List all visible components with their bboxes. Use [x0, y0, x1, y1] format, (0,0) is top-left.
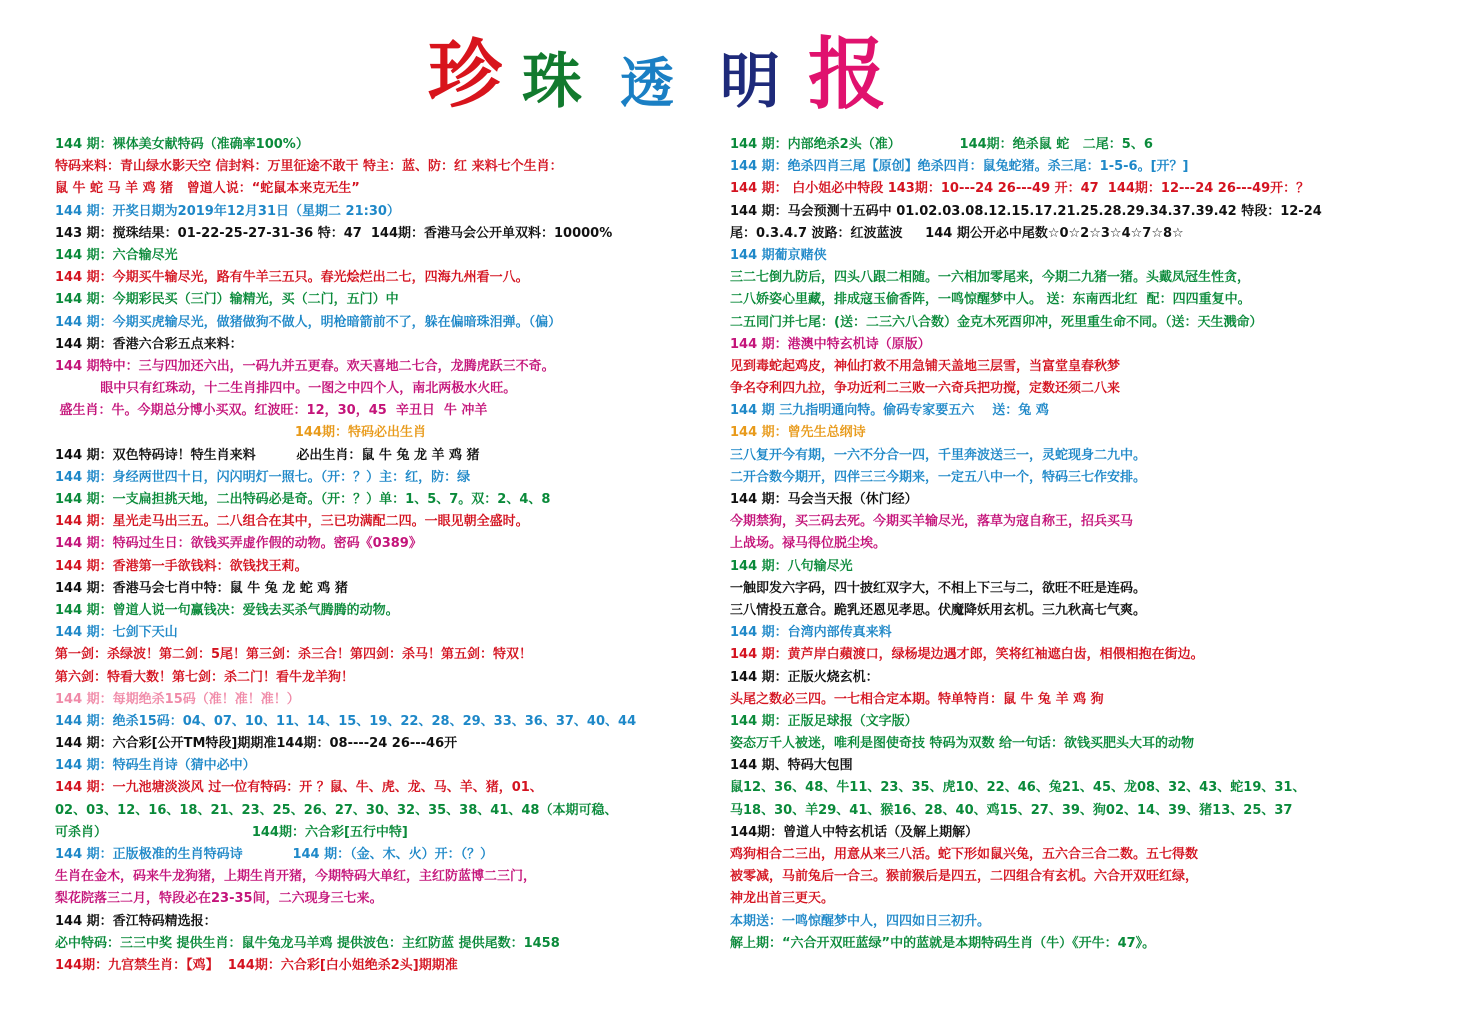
- text-line: 第六剑：特看大数！第七剑：杀二门！看牛龙羊狗！: [55, 669, 355, 685]
- title-char: 珠: [522, 47, 582, 117]
- text-line: 马18、30、羊29、41、猴16、28、40、鸡15、27、39、狗02、14、39、猪13、25、37: [730, 802, 1293, 818]
- text-line: 144 期：曾道人说一句赢钱决：爱钱去买杀气腾腾的动物。: [55, 602, 399, 618]
- text-line: 144 期：香港第一手欲钱料：欲钱找王莉。: [55, 558, 308, 574]
- text-line: 盛生肖：牛。今期总分博小买双。红波旺：12，30，45 辛丑日 牛 冲羊: [55, 403, 488, 419]
- text-line: 144期：特码必出生肖: [55, 425, 427, 441]
- text-line: 143 期：搅珠结果：01-22-25-27-31-36 特：47 144期：香港马会公开单双料：10000%: [55, 225, 613, 241]
- text-line: 鼠12、36、48、牛11、23、35、虎10、22、46、兔21、45、龙08、32、43、蛇19、31、: [730, 780, 1306, 796]
- text-line: 144 期：七剑下天山: [55, 625, 178, 641]
- title-char: 报: [808, 29, 887, 120]
- text-line: 144 期特中：三与四加还六出，一码九并五更春。欢天喜地二七合，龙腾虎跃三不奇。: [55, 358, 555, 374]
- text-line: 144 期：今期买牛输尽光，路有牛羊三五只。春光烩烂出二七，四海九州看一八。: [55, 270, 529, 286]
- text-line: 二五同门并七尾：(送：二三六八合数）金克木死酉卯冲，死里重生命不同。（送：天生溅命）: [730, 314, 1263, 330]
- text-line: 144 期：港澳中特玄机诗（原版）: [730, 336, 931, 352]
- text-line: 144 期：六合彩[公开TM特段]期期准144期：08----24 26---46开: [55, 736, 458, 752]
- text-line: 144 期：身经两世四十日，闪闪明灯一照七。（开：？）主：红，防：绿: [55, 469, 471, 485]
- text-line: 144 期：每期绝杀15码（准！准！准！）: [55, 691, 300, 707]
- text-line: 上战场。禄马得位脱尘埃。: [730, 536, 887, 552]
- text-line: 必中特码：三三中奖 提供生肖：鼠牛兔龙马羊鸡 提供波色：主红防蓝 提供尾数：1458: [55, 935, 560, 951]
- text-line: 144 期：正版极准的生肖特码诗 144 期：（金、木、火）开：（？）: [55, 847, 494, 862]
- text-line: 144 期：正版足球报（文字版）: [730, 713, 918, 729]
- text-line: 144 期：裸体美女献特码（准确率100%）: [55, 137, 309, 152]
- text-line: 144期：九宫禁生肖：【鸡】 144期：六合彩[白小姐绝杀2头]期期准: [55, 957, 458, 973]
- text-line: 144 期：双色特码诗！特生肖来料 必出生肖：鼠 牛 兔 龙 羊 鸡 猪: [55, 447, 480, 463]
- text-line: 三八情投五意合。跪乳还恩见孝思。伏魔降妖用玄机。三九秋高七气爽。: [730, 602, 1147, 618]
- text-line: 144期：曾道人中特玄机话（及解上期解）: [730, 824, 979, 840]
- text-line: 争名夺利四九拉，争功近利二三败一六奇兵把功搅，定数还须二八来: [730, 381, 1121, 397]
- text-line: 144 期：内部绝杀2头（准） 144期：绝杀鼠 蛇 二尾：5、6: [730, 137, 1153, 152]
- page-title: [0, 30, 1457, 130]
- text-line: 本期送：一鸣惊醒梦中人，四四如日三初升。: [730, 913, 991, 929]
- text-line: 144 期：台湾内部传真来料: [730, 625, 892, 641]
- text-line: 二开合数今期开，四伴三三今期来，一定五八中一个，特码三七作安排。: [730, 469, 1147, 485]
- text-line: 144 期：正版火烧玄机：: [730, 669, 879, 685]
- text-line: 姿态万千人被迷，唯利是图使奇技 特码为双数 给一句话：欲钱买肥头大耳的动物: [730, 736, 1195, 752]
- text-line: 鼠 牛 蛇 马 羊 鸡 猪 曾道人说：“蛇鼠本来克无生”: [55, 181, 360, 197]
- text-line: 144 期：今期买虎输尽光，做猪做狗不做人，明枪暗箭前不了，躲在偏暗珠泪弹。（偏）: [55, 314, 562, 330]
- text-line: 144 期：一九池塘淡淡风 过一位有特码：开 ？鼠、牛、虎、龙、马、羊、猪，01、: [55, 780, 543, 796]
- text-line: 144 期：六合输尽光: [55, 247, 178, 263]
- text-line: 144 期 三九指明通向特。偷码专家要五六 送：兔 鸡: [730, 403, 1049, 419]
- text-line: 三二七倒九防后，四头八跟二相随。一六相加零尾来，今期二九猪一猪。头戴凤冠生性贪，: [730, 270, 1251, 286]
- text-line: 今期禁狗，买三码去死。今期买羊输尽光，落草为寇自称王，招兵买马: [730, 514, 1134, 530]
- text-line: 144 期：八句输尽光: [730, 558, 853, 574]
- text-line: 144 期： 白小姐必中特段 143期：10---24 26---49 开：47 144期：12---24 26---49开：？: [730, 181, 1310, 197]
- text-line: 144 期：黄芦岸白蘋渡口，绿杨堤边遇才郎，笑将红袖遮白齿，相偎相抱在街边。: [730, 647, 1204, 663]
- text-line: 特码来料：青山绿水影天空 信封料：万里征途不敢干 特主：蓝、防：红 来料七个生肖：: [55, 159, 563, 175]
- text-line: 02、03、12、16、18、21、23、25、26、27、30、32、35、38、41、48（本期可稳、: [55, 802, 618, 818]
- title-char: 透: [620, 51, 674, 115]
- text-line: 144 期：开奖日期为2019年12月31日（星期二 21:30）: [55, 203, 400, 219]
- text-line: 梨花院落三二月，特段必在23-35间，二六现身三七来。: [55, 891, 383, 907]
- text-line: 144 期：今期彩民买（三门）输精光，买（二门，五门）中: [55, 292, 399, 308]
- text-line: 尾：0.3.4.7 波路：红波蓝波 144 期公开必中尾数☆0☆2☆3☆4☆7☆8☆: [730, 225, 1184, 241]
- text-line: 144 期：香江特码精选报：: [55, 913, 217, 929]
- text-line: 144 期：绝杀15码：04、07、10、11、14、15、19、22、28、29、33、36、37、40、44: [55, 713, 637, 729]
- text-line: 144 期：香港马会七肖中特：鼠 牛 兔 龙 蛇 鸡 猪: [55, 580, 348, 596]
- text-line: 144 期：马会预测十五码中 01.02.03.08.12.15.17.21.25.28.29.34.37.39.42 特段：12-24: [730, 203, 1322, 219]
- text-line: 三八复开今有期，一六不分合一四，千里奔波送三一，灵蛇现身二九中。: [730, 447, 1147, 463]
- text-line: 鸡狗相合二三出，用意从来三八活。蛇下形如鼠兴兔，五六合三合二数。五七得数: [730, 847, 1199, 862]
- text-line: 神龙出首三更天。: [730, 891, 835, 907]
- title-char: 明: [720, 47, 780, 117]
- text-line: 144 期：特码生肖诗（猜中必中）: [55, 758, 256, 774]
- left-column: [55, 134, 720, 977]
- text-line: 144 期：绝杀四肖三尾【原创】绝杀四肖：鼠兔蛇猪。杀三尾：1-5-6。[开？]: [730, 159, 1189, 175]
- text-line: 144 期葡京赌侠: [730, 247, 827, 263]
- text-line: 解上期：“六合开双旺蓝绿”中的蓝就是本期特码生肖（牛）《开牛：47》。: [730, 935, 1156, 951]
- text-line: 二八娇姿心里藏，排成寇玉偷香阵，一鸣惊醒梦中人。 送：东南西北红 配：四四重复中。: [730, 292, 1251, 308]
- text-line: 被零减，马前兔后一合三。猴前猴后是四五，二四组合有玄机。六合开双旺红绿，: [730, 869, 1199, 885]
- text-line: 眼中只有红珠动，十二生肖排四中。一图之中四个人，南北两极水火旺。: [55, 381, 517, 397]
- text-line: 一触即发六字码，四十披红双字大，不相上下三与二，欲旺不旺是连码。: [730, 580, 1147, 596]
- text-line: 144 期：曾先生总纲诗: [730, 425, 866, 441]
- text-line: 生肖在金木，码来牛龙狗猪，上期生肖开猪，今期特码大单红，主红防蓝博二三门，: [55, 869, 537, 885]
- text-line: 144 期：星光走马出三五。二八组合在其中，三已功满配二四。一眼见朝全盛时。: [55, 514, 529, 530]
- text-line: 可杀肖） 144期：六合彩[五行中特]: [55, 824, 408, 840]
- right-column: [730, 134, 1420, 955]
- text-line: 144 期：马会当天报（休门经）: [730, 492, 918, 507]
- text-line: 144 期：特码过生日：欲钱买弄虚作假的动物。密码《0389》: [55, 536, 422, 552]
- text-line: 144 期、特码大包围: [730, 758, 853, 774]
- text-line: 第一剑：杀绿波！第二剑：5尾！第三剑：杀三合！第四剑：杀马！第五剑：特双！: [55, 647, 533, 663]
- text-line: 144 期：一支扁担挑天地，二出特码必是奇。（开：？）单：1、5、7。双：2、4、8: [55, 492, 551, 507]
- text-line: 144 期：香港六合彩五点来料：: [55, 336, 243, 352]
- title-char: 珍: [428, 32, 502, 118]
- text-line: 头尾之数必三四。一七相合定本期。特单特肖：鼠 牛 兔 羊 鸡 狗: [730, 691, 1104, 707]
- text-line: 见到毒蛇起鸡皮，神仙打救不用急铺天盖地三层雪，当富堂皇春秋梦: [730, 358, 1121, 374]
